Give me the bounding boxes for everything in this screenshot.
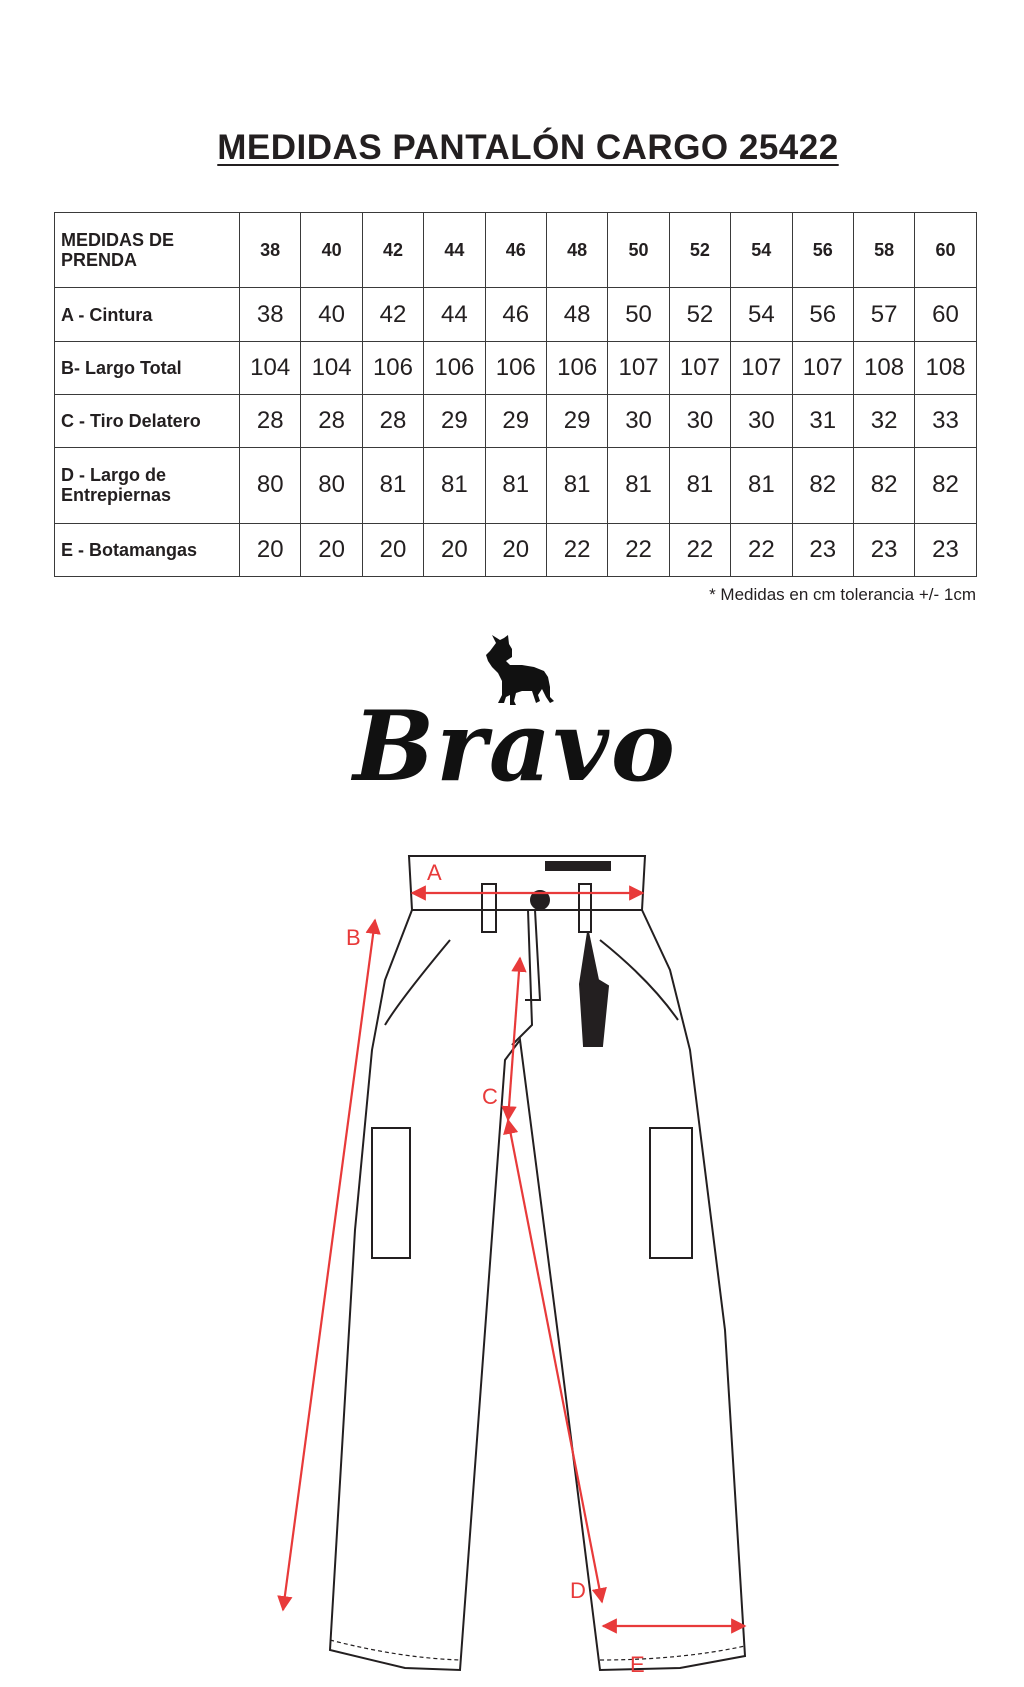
table-cell: 38 <box>240 288 301 341</box>
table-cell: 22 <box>546 523 607 576</box>
table-cell: 81 <box>608 448 669 523</box>
table-cell: 29 <box>485 394 546 447</box>
row-label: B- Largo Total <box>55 341 240 394</box>
table-cell: 108 <box>915 341 976 394</box>
table-cell: 54 <box>731 288 792 341</box>
table-cell: 107 <box>792 341 853 394</box>
table-cell: 28 <box>362 394 423 447</box>
table-cell: 107 <box>608 341 669 394</box>
measure-d-line <box>508 1120 602 1602</box>
table-cell: 31 <box>792 394 853 447</box>
size-header: 40 <box>301 213 362 288</box>
page-title: MEDIDAS PANTALÓN CARGO 25422 <box>217 128 839 167</box>
table-cell: 20 <box>362 523 423 576</box>
table-cell: 40 <box>301 288 362 341</box>
measure-b-line <box>283 920 375 1610</box>
table-cell: 23 <box>853 523 914 576</box>
table-cell: 29 <box>546 394 607 447</box>
table-cell: 106 <box>424 341 485 394</box>
table-cell: 104 <box>301 341 362 394</box>
table-cell: 82 <box>853 448 914 523</box>
table-cell: 33 <box>915 394 976 447</box>
table-cell: 29 <box>424 394 485 447</box>
table-cell: 106 <box>485 341 546 394</box>
table-cell: 80 <box>240 448 301 523</box>
table-cell: 56 <box>792 288 853 341</box>
table-row <box>55 523 977 576</box>
pants-diagram <box>0 850 1024 1687</box>
table-cell: 81 <box>731 448 792 523</box>
row-label: A - Cintura <box>55 288 240 341</box>
table-cell: 20 <box>301 523 362 576</box>
table-cell: 107 <box>669 341 730 394</box>
brand-wordmark: Bravo <box>353 690 677 803</box>
brand-logo <box>330 630 700 810</box>
table-cell: 81 <box>485 448 546 523</box>
table-cell: 23 <box>915 523 976 576</box>
measure-d-label: D <box>570 1578 586 1603</box>
table-cell: 81 <box>669 448 730 523</box>
table-cell: 30 <box>608 394 669 447</box>
table-cell: 57 <box>853 288 914 341</box>
table-cell: 106 <box>546 341 607 394</box>
table-cell: 50 <box>608 288 669 341</box>
table-cell: 23 <box>792 523 853 576</box>
size-header: 48 <box>546 213 607 288</box>
row-label: D - Largo de Entrepiernas <box>55 448 240 523</box>
table-cell: 20 <box>240 523 301 576</box>
size-header: 38 <box>240 213 301 288</box>
measure-e-label: E <box>630 1652 645 1677</box>
table-cell: 28 <box>301 394 362 447</box>
measure-b-label: B <box>346 925 361 950</box>
table-row <box>55 448 977 523</box>
table-cell: 81 <box>546 448 607 523</box>
table-cell: 22 <box>731 523 792 576</box>
table-header-row <box>55 213 977 288</box>
row-label: C - Tiro Delatero <box>55 394 240 447</box>
size-header: 46 <box>485 213 546 288</box>
size-header: 44 <box>424 213 485 288</box>
tolerance-note: * Medidas en cm tolerancia +/- 1cm <box>709 585 976 604</box>
table-cell: 48 <box>546 288 607 341</box>
table-cell: 82 <box>792 448 853 523</box>
size-header: 58 <box>853 213 914 288</box>
header-label: MEDIDAS DE PRENDA <box>55 213 240 288</box>
measure-a-label: A <box>427 860 442 885</box>
table-cell: 104 <box>240 341 301 394</box>
table-cell: 107 <box>731 341 792 394</box>
table-cell: 20 <box>485 523 546 576</box>
size-header: 56 <box>792 213 853 288</box>
table-cell: 22 <box>669 523 730 576</box>
table-cell: 80 <box>301 448 362 523</box>
table-cell: 20 <box>424 523 485 576</box>
size-header: 42 <box>362 213 423 288</box>
size-header: 52 <box>669 213 730 288</box>
table-cell: 106 <box>362 341 423 394</box>
table-cell: 46 <box>485 288 546 341</box>
table-cell: 108 <box>853 341 914 394</box>
measure-c-label: C <box>482 1084 498 1109</box>
size-header: 50 <box>608 213 669 288</box>
table-cell: 22 <box>608 523 669 576</box>
table-row <box>55 341 977 394</box>
table-cell: 52 <box>669 288 730 341</box>
table-cell: 32 <box>853 394 914 447</box>
table-cell: 30 <box>731 394 792 447</box>
table-cell: 60 <box>915 288 976 341</box>
size-table <box>54 212 977 577</box>
table-cell: 42 <box>362 288 423 341</box>
pants-outline <box>330 856 745 1670</box>
table-row <box>55 394 977 447</box>
table-cell: 81 <box>424 448 485 523</box>
row-label: E - Botamangas <box>55 523 240 576</box>
table-cell: 44 <box>424 288 485 341</box>
table-cell: 30 <box>669 394 730 447</box>
table-cell: 81 <box>362 448 423 523</box>
size-header: 54 <box>731 213 792 288</box>
table-cell: 28 <box>240 394 301 447</box>
size-header: 60 <box>915 213 976 288</box>
table-row <box>55 288 977 341</box>
table-cell: 82 <box>915 448 976 523</box>
